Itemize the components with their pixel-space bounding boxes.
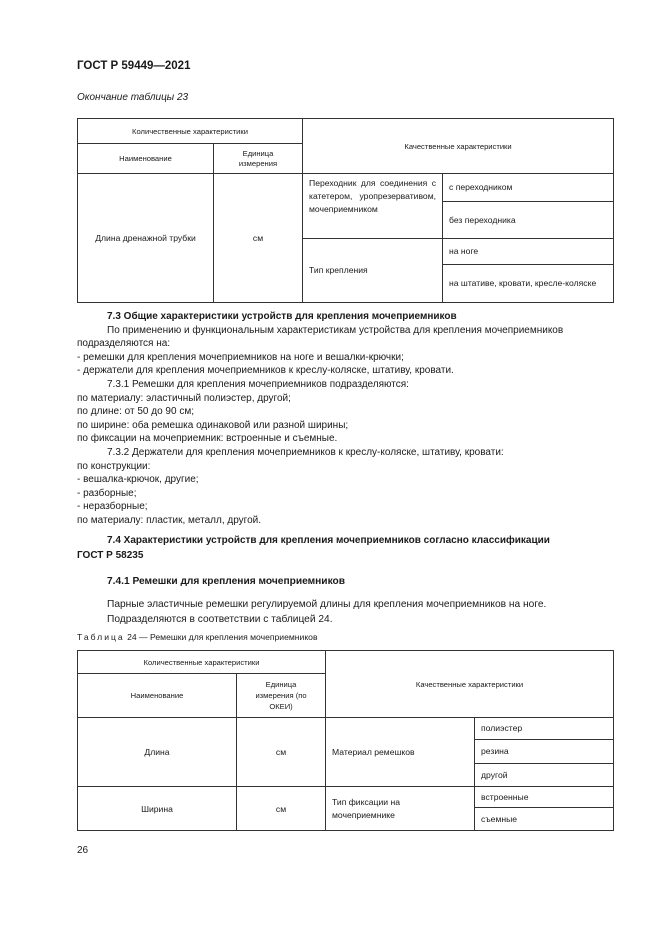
qual-label-material: Материал ремешков bbox=[326, 718, 475, 787]
qual-value: с переходником bbox=[443, 174, 614, 202]
qual-value: встроенные bbox=[475, 787, 614, 808]
list-item: по материалу: пластик, металл, другой. bbox=[77, 514, 262, 526]
row-name: Длина дренажной трубки bbox=[78, 174, 214, 303]
table-24 bbox=[77, 650, 614, 831]
row-name-width: Ширина bbox=[78, 787, 237, 831]
header-name: Наименование bbox=[78, 674, 237, 718]
list-item: по материалу: эластичный полиэстер, другой; bbox=[77, 392, 291, 404]
qual-value: на штативе, кровати, кресле-коляске bbox=[443, 265, 614, 303]
qual-value: полиэстер bbox=[475, 718, 614, 740]
list-item: по ширине: оба ремешка одинаковой или разной ширины; bbox=[77, 419, 349, 431]
section-7-3 bbox=[77, 310, 615, 528]
paragraph: 7.3.2 Держатели для крепления мочеприемников к креслу-коляске, штативу, кровати: bbox=[107, 446, 504, 458]
header-name: Наименование bbox=[78, 144, 214, 174]
header-quantitative: Количественные характеристики bbox=[78, 651, 326, 674]
qual-label-adapter: Переходник для соединения с катетером, уропрезервативом, мочеприемником bbox=[303, 174, 443, 239]
section-7-4-title: 7.4 Характеристики устройств для крепления мочеприемников согласно классификации ГОСТ Р 58235 bbox=[77, 535, 550, 561]
table-23 bbox=[77, 118, 614, 303]
section-7-3-title: 7.3 Общие характеристики устройств для крепления мочеприемников bbox=[107, 311, 457, 322]
row-unit: см bbox=[237, 787, 326, 831]
table-24-caption: Таблица 24 — Ремешки для крепления мочеприемников bbox=[77, 632, 318, 642]
row-unit: см bbox=[237, 718, 326, 787]
section-7-4-1-title: 7.4.1 Ремешки для крепления мочеприемников bbox=[107, 576, 346, 587]
section-7-4-1-text: Парные эластичные ремешки регулируемой длины для крепления мочеприемников на ноге. Подразделяются в соответствии с таблицей 24. bbox=[107, 599, 547, 625]
header-qualitative: Качественные характеристики bbox=[303, 119, 614, 174]
list-item: по конструкции: bbox=[77, 460, 151, 472]
qual-value: другой bbox=[475, 764, 614, 787]
list-item: - держатели для крепления мочеприемников к креслу-коляске, штативу, кровати. bbox=[77, 365, 454, 377]
list-item: по фиксации на мочеприемник: встроенные и съемные. bbox=[77, 433, 338, 445]
page-number: 26 bbox=[77, 845, 89, 856]
header-unit: Единица измерения (по ОКЕИ) bbox=[237, 674, 326, 718]
qual-value: на ноге bbox=[443, 239, 614, 265]
header-qualitative: Качественные характеристики bbox=[326, 651, 614, 718]
qual-label-mount-type: Тип крепления bbox=[303, 239, 443, 303]
table-continuation-label: Окончание таблицы 23 bbox=[77, 92, 189, 103]
list-item: - разборные; bbox=[77, 487, 137, 499]
row-unit: см bbox=[214, 174, 303, 303]
paragraph: 7.3.1 Ремешки для крепления мочеприемников подразделяются: bbox=[107, 378, 409, 390]
list-item: - ремешки для крепления мочеприемников на ноге и вешалки-крючки; bbox=[77, 351, 404, 363]
row-name-length: Длина bbox=[78, 718, 237, 787]
header-quantitative: Количественные характеристики bbox=[78, 119, 303, 144]
list-item: по длине: от 50 до 90 см; bbox=[77, 406, 194, 418]
header-unit: Единица измерения bbox=[214, 144, 303, 174]
qual-value: без переходника bbox=[443, 202, 614, 239]
list-item: - неразборные; bbox=[77, 501, 148, 513]
qual-label-fixation: Тип фиксации на мочеприемнике bbox=[326, 787, 475, 831]
qual-value: съемные bbox=[475, 808, 614, 831]
list-item: - вешалка-крючок, другие; bbox=[77, 474, 199, 486]
paragraph: По применению и функциональным характеристикам устройства для крепления мочеприемников подразделяются на: bbox=[77, 324, 564, 350]
qual-value: резина bbox=[475, 740, 614, 764]
document-header: ГОСТ Р 59449—2021 bbox=[77, 60, 191, 72]
